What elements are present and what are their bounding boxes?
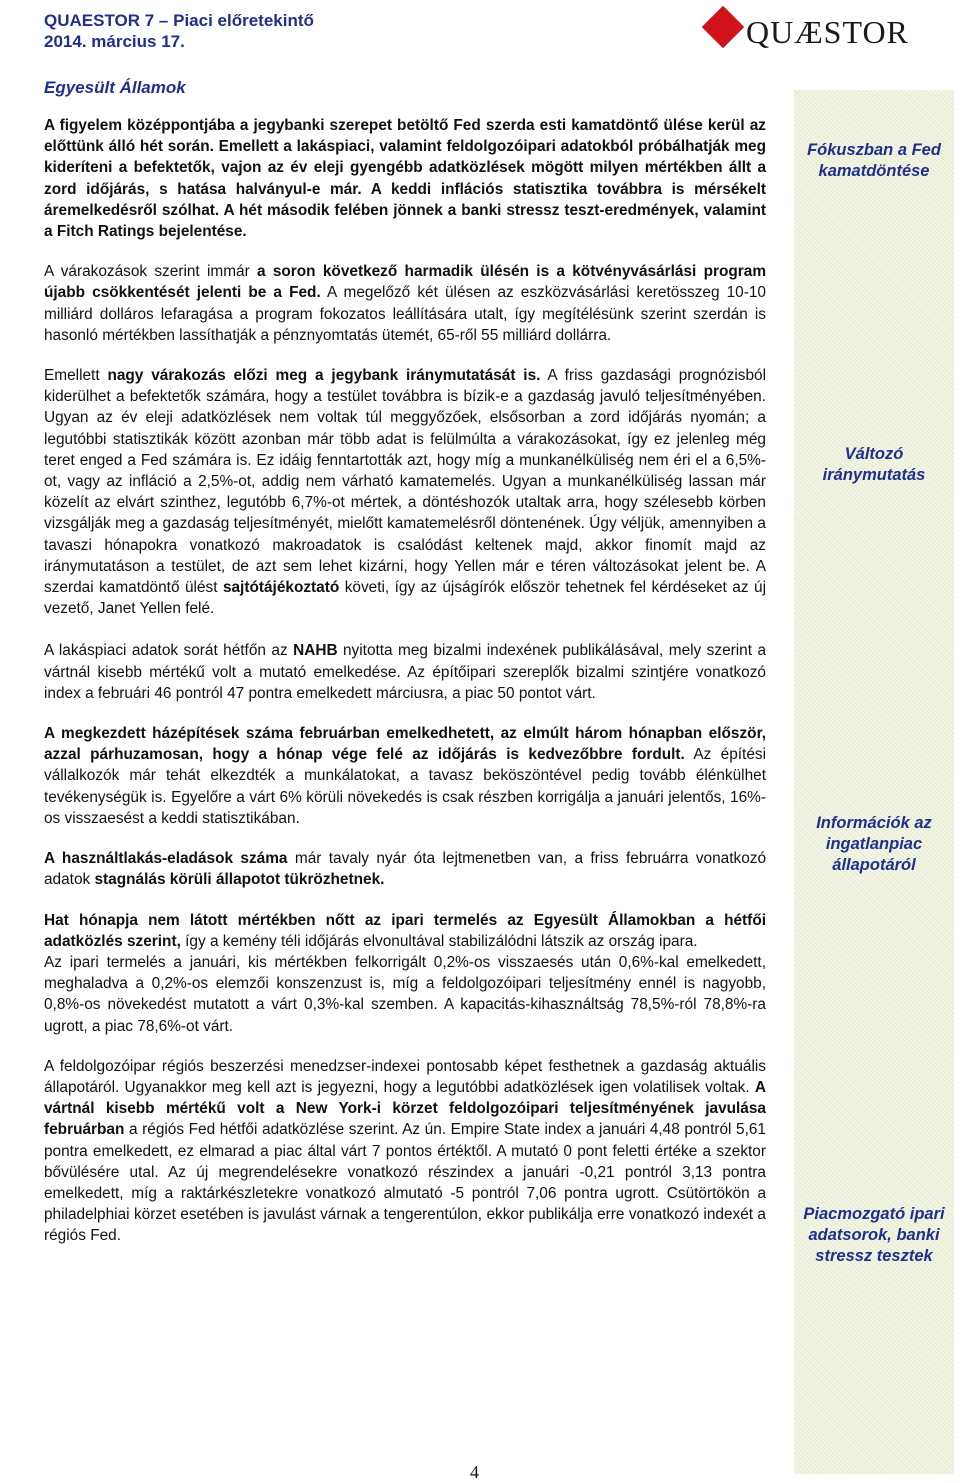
paragraph-bond-purchase [44,261,766,346]
bold-text-run: nagy várakozás előzi meg a jegybank iránymutatását is. [107,367,541,385]
bold-text-run: a soron következő harmadik ülésén is a kötvényvásárlási program újabb csökkentését jelenti be a Fed. [44,263,767,302]
paragraph-existing-home-sales [44,848,766,890]
text-run: Emellett [44,367,108,385]
sidebar-label-housing: Információk az ingatlanpiac állapotáról [816,814,932,874]
report-header [44,10,314,52]
text-run: követi, így az újságírók először tehetnek fel kérdéseket az új vezető, Janet Yellen felé. [44,579,766,618]
logo-wordmark: QUÆSTOR [746,14,909,50]
paragraph-intro [44,115,766,242]
sidebar-label-industry: Piacmozgató ipari adatsorok, banki stressz tesztek [803,1205,945,1265]
quaestor-logo [708,8,908,54]
bold-text-run: A vártnál kisebb mértékű volt a New York-i körzet feldolgozóipari teljesítményének javulása februárban [44,1078,766,1139]
bold-text-run: A megkezdett házépítések száma februárban emelkedhetett, az elmúlt három hónapban először, azzal párhuzamosan, hogy a hónap vége felé az időjárás is kedvezőbbre fordult. [44,725,766,764]
text-run: Az ipari termelés a januári, kis mértékben felkorrigált 0,2%-os visszaesés után 0,6%-kal emelkedett, meghaladva a 0,2%-os elemzői konszenzust is, míg a feldolgozóipari teljesítmény ennél is nagyobb, 0,8%-os növekedést mutatott a várt 0,3%-kal szemben. A kapacitás-kihasználtság 78,5%-ról 78,8%-ra ugrott, a piac 78,6%-ot várt. [44,953,766,1035]
text-run: így a kemény téli időjárás elvonultával stabilizálódni látszik az ország ipara. [180,932,698,950]
text-run: nyitotta meg bizalmi indexének publikálásával, mely szerint a vártnál kisebb mértékű volt a mutató emelkedése. Az építőipari szereplők bizalmi szintjére vonatkozó index a februári 46 pontról 47 pontra emelkedett márciusra, a piac 50 pontot várt. [44,642,767,702]
text-run: a régiós Fed hétfői adatközlése szerint. Az ún. Empire State index a januári 4,48 pontról 5,61 pontra emelkedett, ez elmarad a piac által várt 7 pontos értéktől. A mutató 0 pont feletti értéke a szektor bővülésére utal. Az új megrendelésekre vonatkozó részindex a januári -0,21 pontról 3,13 pontra emelkedett, míg a raktárkészletekre vonatkozó almutató -5 pontról 7,06 pontra ugrott. Csütörtökön a philadelphiai körzet esetében is javulást várnak a tengerentúlon, ekkor publikálja erre vonatkozó indexét a régiós Fed. [44,1121,766,1245]
text-run: A megelőző két ülésen az eszközvásárlási keretösszeg 10-10 milliárd dolláros lefaragása a program fokozatos leállítására utalt, így megítélésünk szerint szerdán is hasonló mértékben lassíthatják a pénznyomtatás ütemét, 65-ről 55 milliárd dollárra. [44,284,766,344]
report-title: QUAESTOR 7 – Piaci előretekintő [44,11,314,30]
paragraph-pmi [44,1056,766,1247]
paragraph-industrial-production [44,910,766,952]
bold-text-run: Hat hónapja nem látott mértékben nőtt az ipari termelés az Egyesült Államokban a hétfői adatközlés szerint, [44,911,766,950]
paragraph-housing-starts [44,723,766,829]
paragraph-industrial-details [44,952,766,1037]
page-number: 4 [470,1462,479,1482]
bold-text-run: NAHB [293,642,338,660]
sidebar-label-guidance: Változó iránymutatás [822,445,926,484]
article-body [44,115,766,1247]
bold-text-run: stagnálás körüli állapotot tükrözhetnek. [94,871,385,889]
paragraph-nahb [44,640,766,704]
text-run: már tavaly nyár óta lejtmenetben van, a friss februárra vonatkozó adatok [44,850,767,889]
bold-text-run: A használtlakás-eladások száma [44,850,288,868]
paragraph-guidance [44,365,766,619]
text-run: Az építési vállalkozók már tehát elkezdték a munkálatokat, a tavasz beköszöntével pedig tovább élénkülhet tevékenységük is. Egyelőre a várt 6% körüli növekedés is csak részben korrigálja a januári jelentős, 16%-os visszaesést a keddi statisztikában. [44,746,766,827]
text-run: A lakáspiaci adatok sorát hétfőn az [44,642,294,660]
bold-text-run: sajtótájékoztató [222,579,340,597]
text-run: A várakozások szerint immár [44,263,257,281]
text-run: A friss gazdasági prognózisból kiderülhet a befektetők számára, hogy a testület továbbra is bízik-e a gazdaság javuló teljesítményében. Ugyan az év eleji adatközlések nem voltak túl meggyőzőek, elsősorban a zord időjárás nyomán; a legutóbbi statisztikák között azonban már több adat is felülmúlta a várakozásokat, így ez jelenleg még teret enged a Fed számára is. Ez idáig fenntartották azt, hogy míg a munkanélküliség nem éri el a 6,5%-ot, vagy az infláció a 2,5%-ot, addig nem várható kamatemelés. Ugyan a munkanélküliség lassan már közelít az elvárt szinthez, legutóbb 6,7%-ot mértek, a döntéshozók utaltak arra, hogy szélesebb körben vizsgálják meg a gazdaság teljesítményét, mielőtt kamatemelésről döntenének. Úgy véljük, amennyiben a tavaszi hónapokra vonatkozó makroadatok is csalódást keltenek majd, akkor finomít majd az iránymutatáson a testület, de azt sem lehet kizárni, hogy Yellen már e téren változásokat jelent be. A szerdai kamatdöntő ülést [44,367,766,597]
logo-diamond-icon [702,6,744,48]
sidebar-label-fed-decision: Fókuszban a Fed kamatdöntése [807,141,941,180]
section-title: Egyesült Államok [44,78,186,97]
report-date: 2014. március 17. [44,32,185,51]
text-run: A feldolgozóipar régiós beszerzési menedzser-indexei pontosabb képet festhetnek a gazdaság aktuális állapotáról. Ugyanakkor meg kell azt is jegyezni, hogy a legutóbbi adatközlések igen volatilisek voltak. [44,1057,766,1096]
bold-text-run: A figyelem középpontjába a jegybanki szerepet betöltő Fed szerda esti kamatdöntő ülése kerül az előttünk álló hét során. Emellett a lakáspiaci, valamint feldolgozóipari adatokból próbálhatják meg kideríteni a befektetők, vajon az év eleji gyengébb adatközlések mögött milyen mértékben állt a zord időjárás, s hatása halványul-e már. A keddi inflációs statisztika továbbra is mérsékelt áremelkedésről szólhat. A hét második felében jönnek a banki stressz teszt-eredmények, valamint a Fitch Ratings bejelentése. [44,117,766,241]
